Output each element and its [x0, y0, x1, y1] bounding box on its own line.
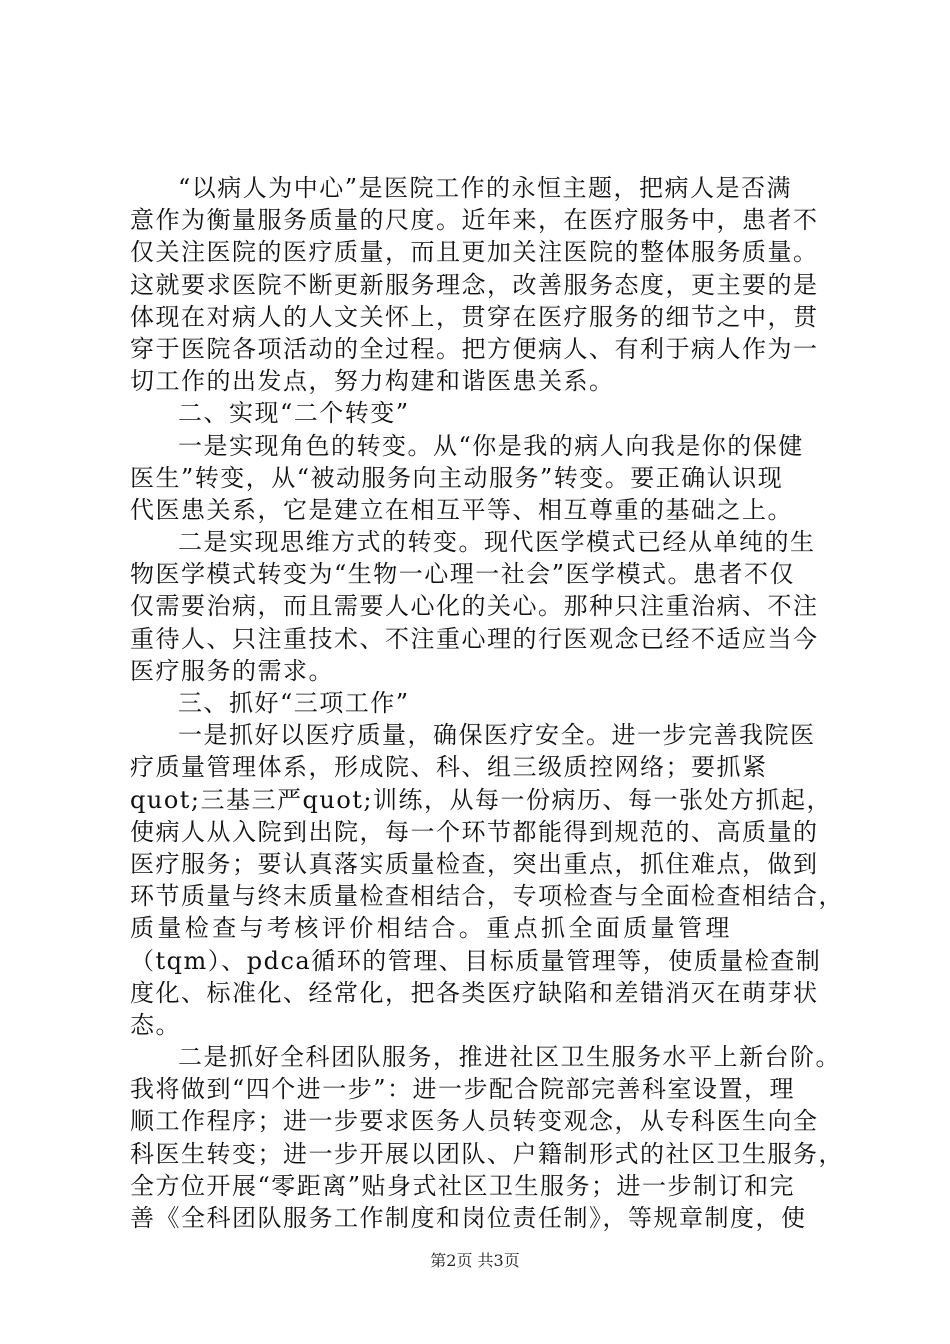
section-heading: 二、实现“二个转变”: [178, 399, 410, 428]
paragraph-line: 体现在对病人的人文关怀上，贯穿在医疗服务的细节之中，贯: [130, 302, 819, 331]
paragraph-line: 切工作的出发点，努力构建和谐医患关系。: [130, 367, 615, 396]
paragraph-line: quot;三基三严quot;训练，从每一份病历、每一张处方抓起，: [130, 785, 832, 814]
paragraph-line: 仅需要治病，而且需要人心化的关心。那种只注重治病、不注: [130, 592, 819, 621]
paragraph-line: 医疗服务的需求。: [130, 656, 334, 685]
page-number-footer: 第2页 共3页: [430, 1251, 520, 1270]
paragraph-line: 善《全科团队服务工作制度和岗位责任制》，等规章制度，使: [130, 1204, 807, 1232]
paragraph-line: 仅关注医院的医疗质量，而且更加关注医院的整体服务质量。: [130, 238, 819, 267]
paragraph-line: 代医患关系，它是建立在相互平等、相互尊重的基础之上。: [130, 495, 793, 524]
paragraph-line: 质量检查与考核评价相结合。重点抓全面质量管理: [130, 914, 733, 943]
document-body: [130, 172, 844, 1234]
paragraph-line: 度化、标准化、经常化，把各类医疗缺陷和差错消灭在萌芽状: [130, 978, 819, 1007]
paragraph-line: 使病人从入院到出院，每一个环节都能得到规范的、高质量的: [130, 817, 819, 846]
paragraph-line: 态。: [130, 1010, 181, 1039]
paragraph-line: 一是实现角色的转变。从“你是我的病人向我是你的保健: [178, 431, 804, 460]
paragraph-line: 重待人、只注重技术、不注重心理的行医观念已经不适应当今: [130, 624, 819, 653]
paragraph-line: 二是实现思维方式的转变。现代医学模式已经从单纯的生: [178, 528, 816, 557]
paragraph-line: 全方位开展“零距离”贴身式社区卫生服务；进一步制订和完: [130, 1171, 796, 1200]
paragraph-line: 二是抓好全科团队服务，推进社区卫生服务水平上新台阶。: [178, 1043, 841, 1072]
paragraph-line: 环节质量与终末质量检查相结合，专项检查与全面检查相结合，: [130, 882, 844, 911]
paragraph-line: 顺工作程序；进一步要求医务人员转变观念，从专科医生向全: [130, 1107, 819, 1136]
paragraph-line: 我将做到“四个进一步”：进一步配合院部完善科室设置，理: [130, 1075, 796, 1104]
paragraph-line: 穿于医院各项活动的全过程。把方便病人、有利于病人作为一: [130, 334, 819, 363]
paragraph-line: 疗质量管理体系，形成院、科、组三级质控网络；要抓紧: [130, 753, 768, 782]
section-heading: 三、抓好“三项工作”: [178, 689, 410, 717]
paragraph-line: “以病人为中心”是医院工作的永恒主题，把病人是否满: [178, 174, 793, 202]
paragraph-line: 医生”转变，从“被动服务向主动服务”转变。要正确认识现: [130, 463, 784, 492]
paragraph-line: 这就要求医院不断更新服务理念，改善服务态度，更主要的是: [130, 270, 819, 299]
paragraph-line: 一是抓好以医疗质量，确保医疗安全。进一步完善我院医: [178, 721, 816, 750]
paragraph-line: 意作为衡量服务质量的尺度。近年来，在医疗服务中，患者不: [130, 206, 819, 235]
paragraph-line: 物医学模式转变为“生物一心理一社会”医学模式。患者不仅: [130, 560, 796, 589]
paragraph-line: （tqm）、pdca循环的管理、目标质量管理等，使质量检查制: [130, 946, 822, 975]
paragraph-line: 医疗服务；要认真落实质量检查，突出重点，抓住难点，做到: [130, 849, 819, 878]
paragraph-line: 科医生转变；进一步开展以团队、户籍制形式的社区卫生服务，: [130, 1139, 844, 1168]
